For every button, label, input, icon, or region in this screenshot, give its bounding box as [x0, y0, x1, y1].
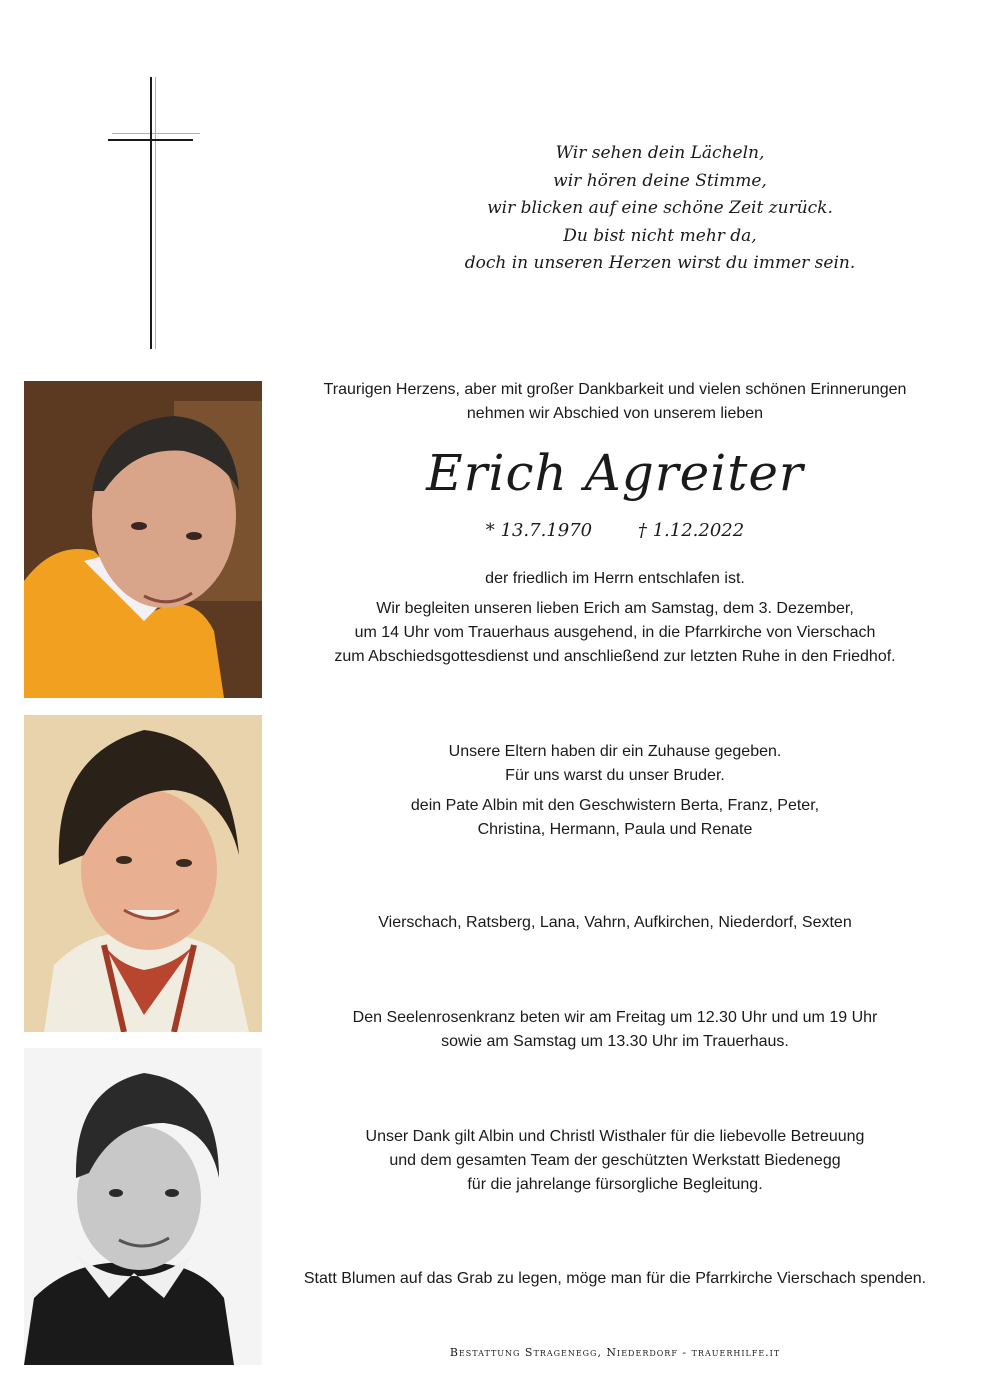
poem-line: wir blicken auf eine schöne Zeit zurück. [487, 198, 833, 218]
intro-line: Traurigen Herzens, aber mit großer Dankbarkeit und vielen schönen Erinnerungen [323, 381, 907, 398]
flowers-text: Statt Blumen auf das Grab zu legen, möge man für die Pfarrkirche Vierschach spenden. [303, 1270, 927, 1287]
family-line: dein Pate Albin mit den Geschwistern Berta, Franz, Peter, [410, 797, 820, 814]
poem-line: wir hören deine Stimme, [553, 170, 767, 191]
cross-icon [150, 77, 152, 349]
family-line: Christina, Hermann, Paula und Renate [477, 821, 753, 838]
deceased-name: Erich Agreiter [426, 444, 804, 502]
photo-child-bw [24, 1048, 262, 1365]
poem-line: Wir sehen dein Lächeln, [555, 143, 765, 163]
funeral-text [300, 567, 930, 669]
death-date: † 1.12.2022 [637, 520, 745, 541]
poem-line: Du bist nicht mehr da, [563, 225, 757, 246]
rosary-line: Den Seelenrosenkranz beten wir am Freitag um 12.30 Uhr und um 19 Uhr [352, 1009, 878, 1026]
thanks-line: und dem gesamten Team der geschützten Werkstatt Biedenegg [389, 1152, 841, 1169]
places-text: Vierschach, Ratsberg, Lana, Vahrn, Aufkirchen, Niederdorf, Sexten [378, 914, 852, 931]
funeral-line: zum Abschiedsgottesdienst und anschließend zur letzten Ruhe in den Friedhof. [334, 648, 896, 665]
funeral-line: Wir begleiten unseren lieben Erich am Samstag, dem 3. Dezember, [376, 600, 854, 617]
footer-undertaker: Bestattung Stragenegg, Niederdorf - trauerhilfe.it [449, 1346, 781, 1359]
photo-child-color [24, 715, 262, 1032]
photo-adult [24, 381, 262, 698]
funeral-line: um 14 Uhr vom Trauerhaus ausgehend, in die Pfarrkirche von Vierschach [354, 624, 876, 641]
rosary-line: sowie am Samstag um 13.30 Uhr im Trauerhaus. [441, 1033, 789, 1050]
thanks-text [300, 1125, 930, 1197]
life-dates [300, 518, 930, 544]
family-line: Unsere Eltern haben dir ein Zuhause gegeben. [448, 743, 782, 760]
cross-icon-shadow-vertical [155, 77, 156, 349]
intro-line: nehmen wir Abschied von unserem lieben [466, 405, 764, 422]
thanks-line: für die jahrelange fürsorgliche Begleitung. [467, 1176, 763, 1193]
funeral-line: der friedlich im Herrn entschlafen ist. [485, 570, 745, 587]
thanks-line: Unser Dank gilt Albin und Christl Wisthaler für die liebevolle Betreuung [365, 1128, 865, 1145]
rosary-text [300, 1006, 930, 1054]
cross-icon-shadow-horizontal [112, 133, 200, 134]
family-line: Für uns warst du unser Bruder. [505, 767, 725, 784]
intro-text [300, 378, 930, 426]
birth-date: * 13.7.1970 [485, 520, 593, 541]
cross-icon-crossbar [108, 139, 193, 141]
poem-line: doch in unseren Herzen wirst du immer sein. [464, 253, 856, 273]
poem [330, 140, 982, 278]
family-text [300, 740, 930, 842]
